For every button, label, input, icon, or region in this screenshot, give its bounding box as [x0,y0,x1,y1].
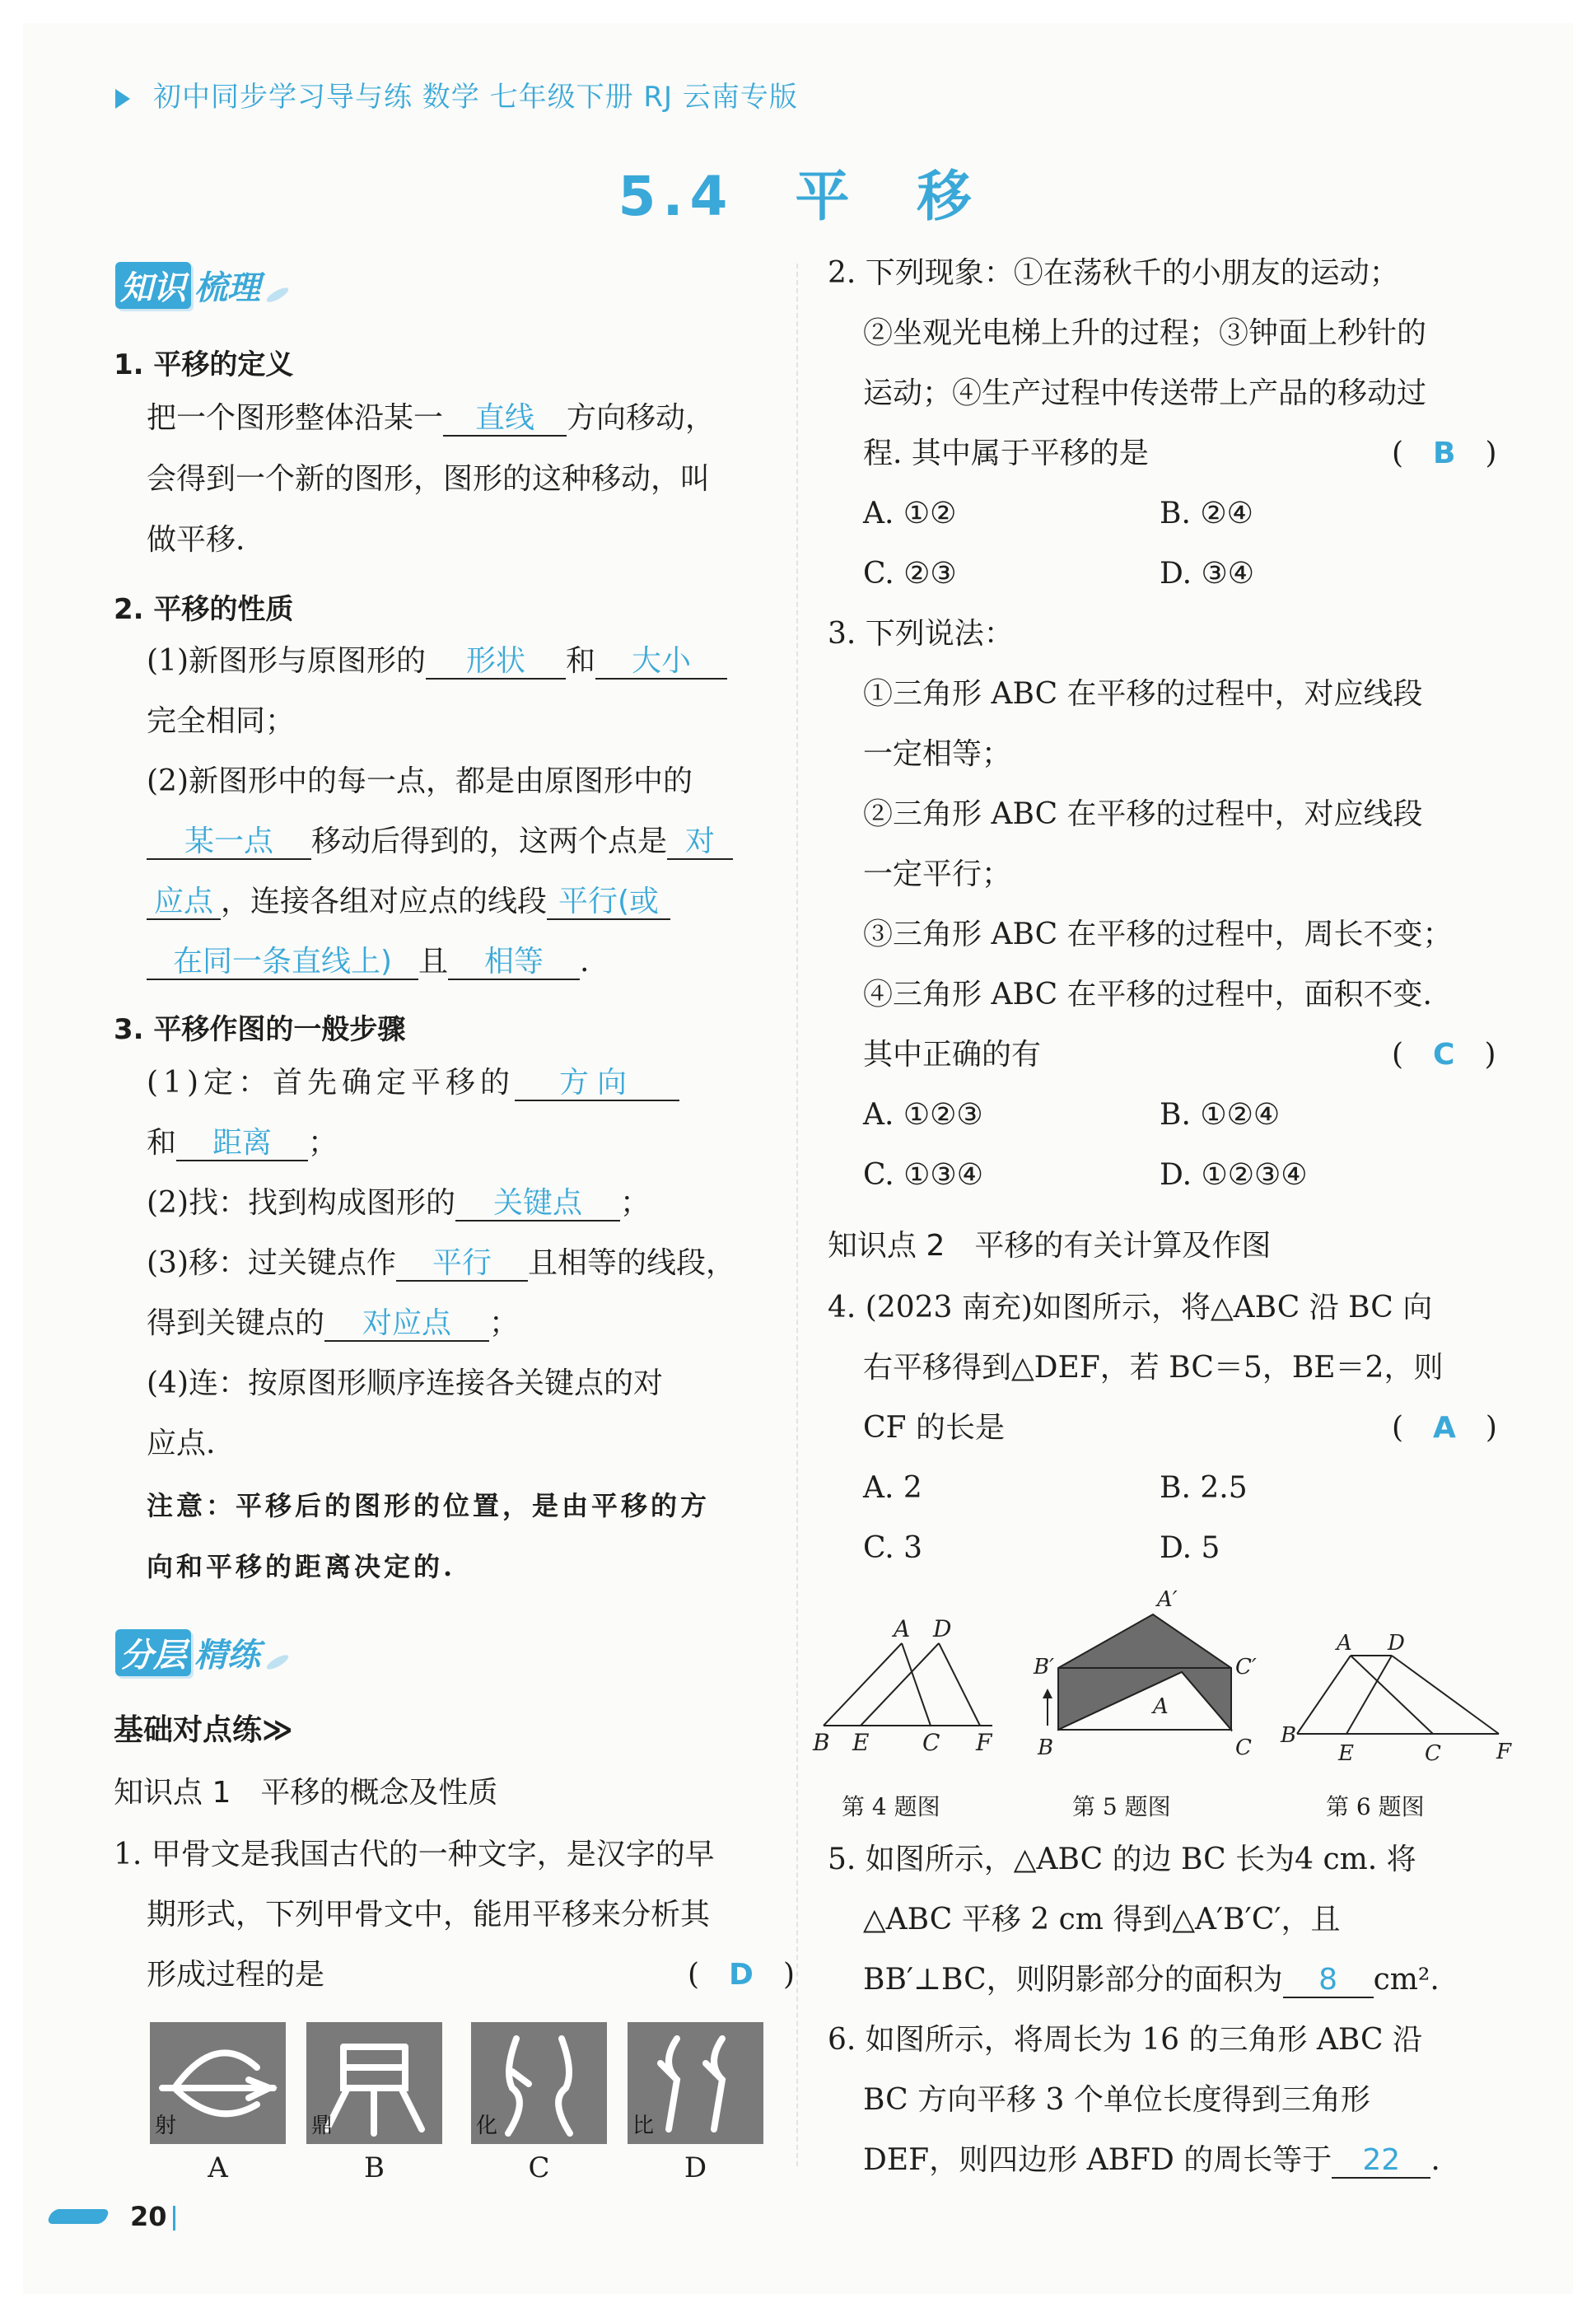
q3-answer: ( C ) [1392,1038,1496,1072]
column-divider [796,264,798,2166]
q4-line-3: CF 的长是 [863,1411,1005,1445]
svg-text:A: A [1153,1694,1169,1719]
svg-text:B: B [813,1729,830,1756]
def-line-3: 做平移. [147,523,245,557]
q5-line-1: 5. 如图所示，△ABC 的边 BC 长为4 cm. 将 [828,1843,1416,1876]
q4-option-a: A. 2 [863,1471,922,1505]
svg-text:C: C [1235,1735,1252,1760]
svg-text:A: A [894,1615,911,1642]
figure-4 [811,1594,1017,1775]
svg-text:A′: A′ [1157,1587,1178,1612]
prop-line-2: 完全相同； [147,704,296,738]
note-line-2: 向和平移的距离决定的. [147,1551,456,1582]
q3-line-4: ②三角形 ABC 在平移的过程中，对应线段 [863,797,1423,831]
q2-option-a: A. ①② [863,497,957,530]
section-title: 5.4 平 移 [618,165,978,228]
running-header: 初中同步学习导与练 数学 七年级下册 RJ 云南专版 [115,74,798,114]
q3-line-7: ④三角形 ABC 在平移的过程中，面积不变. [863,978,1432,1011]
q2-option-c: C. ②③ [863,557,957,591]
tag-practice: 分层 精练 [115,1629,290,1672]
prop-line-5: 应点 ，连接各组对应点的线段 平行(或 [147,885,670,920]
svg-text:C: C [922,1729,940,1756]
prop-line-1: (1)新图形与原图形的 形状 和 大小 [147,645,727,680]
svg-text:E: E [1338,1741,1354,1766]
svg-text:C: C [1425,1741,1441,1766]
svg-text:B: B [1281,1723,1297,1748]
practice-heading: 基础对点练≫ [114,1713,293,1747]
oracle-image-a: 射 [150,2022,286,2144]
svg-text:D: D [933,1615,952,1642]
step-line-5: 得到关键点的 对应点 ； [147,1306,520,1340]
answer-blank: 某一点 [147,825,311,860]
q1-answer: ( D ) [688,1958,795,1992]
leaf-icon [265,1652,291,1672]
q5-line-2: △ABC 平移 2 cm 得到△A′B′C′，且 [863,1903,1341,1936]
q3-option-d: D. ①②③④ [1160,1158,1308,1192]
step-line-4: (3)移：过关键点作 平行 且相等的线段， [147,1246,736,1280]
prop-line-6: 在同一条直线上) 且 相等 . [147,946,589,980]
def-line-2: 会得到一个新的图形，图形的这种移动，叫 [147,462,711,496]
def-line-1: 把一个图形整体沿某一 直线 方向移动， [147,401,716,435]
triangle-icon [115,89,130,109]
figure-5 [1029,1581,1257,1779]
q4-answer: ( A ) [1392,1411,1497,1445]
q2-line-1: 2. 下列现象：①在荡秋千的小朋友的运动； [828,256,1399,290]
q4-line-1: 4. (2023 南充)如图所示，将△ABC 沿 BC 向 [828,1291,1433,1324]
svg-text:F: F [1496,1740,1512,1764]
prop-line-3: (2)新图形中的每一点，都是由原图形中的 [147,764,693,798]
note-line-1: 注意：平移后的图形的位置，是由平移的方 [147,1490,711,1521]
heading-definition: 1. 平移的定义 [114,348,294,381]
leaf-icon [265,285,291,305]
oracle-image-b: 鼎 [306,2022,442,2144]
answer-blank: 形状 [426,645,566,680]
step-line-2: 和 距离 ； [147,1126,338,1160]
option-label-d: D [684,2151,707,2184]
heading-properties: 2. 平移的性质 [114,593,294,626]
q3-option-c: C. ①③④ [863,1158,983,1192]
oracle-image-c: 化 [471,2022,607,2144]
q3-line-8: 其中正确的有 [863,1038,1042,1072]
answer-blank: 在同一条直线上) [147,946,418,980]
q1-line-3: 形成过程的是 [147,1958,325,1992]
figure-6 [1281,1627,1512,1783]
q1-line-2: 期形式，下列甲骨文中，能用平移来分析其 [147,1898,711,1932]
q3-line-1: 3. 下列说法： [828,617,1014,651]
answer-blank: 距离 [176,1127,308,1161]
q4-option-c: C. 3 [863,1531,923,1565]
q2-option-d: D. ③④ [1160,557,1255,591]
option-label-a: A [208,2151,228,2184]
svg-text:D: D [1388,1631,1405,1656]
oracle-image-d: 比 [628,2022,763,2144]
prop-line-4: 某一点 移动后得到的，这两个点是 对 [147,825,733,860]
page-number: 20 [130,2201,167,2232]
page-number-bar [173,2206,175,2231]
figure-4-caption: 第 4 题图 [842,1793,940,1820]
q2-line-3: 运动；④生产过程中传送带上产品的移动过 [863,376,1427,410]
step-line-1: (1)定：首先确定平移的 方向 [147,1067,679,1101]
step-line-7: 应点. [147,1427,216,1460]
q4-option-d: D. 5 [1160,1531,1220,1565]
answer-blank: 22 [1332,2144,1430,2179]
q3-line-6: ③三角形 ABC 在平移的过程中，周长不变； [863,918,1453,951]
q3-option-a: A. ①②③ [863,1098,983,1132]
q6-line-2: BC 方向平移 3 个单位长度得到三角形 [863,2083,1370,2117]
knowledge-point-2: 知识点 2 平移的有关计算及作图 [828,1229,1272,1263]
q2-line-4: 程. 其中属于平移的是 [863,437,1149,470]
q6-line-1: 6. 如图所示，将周长为 16 的三角形 ABC 沿 [828,2023,1423,2057]
heading-steps: 3. 平移作图的一般步骤 [114,1013,406,1046]
q6-line-3: DEF，则四边形 ABFD 的周长等于 22 . [863,2143,1440,2177]
q2-option-b: B. ②④ [1160,497,1253,530]
answer-blank: 平行(或 [547,885,670,920]
answer-blank: 关键点 [455,1187,620,1222]
q3-line-3: 一定相等； [863,737,1012,771]
answer-blank: 应点 [147,885,221,920]
svg-text:E: E [852,1729,870,1756]
answer-blank: 平行 [396,1247,528,1282]
figure-5-caption: 第 5 题图 [1072,1793,1171,1820]
svg-text:F: F [976,1729,992,1756]
q5-line-3: BB′⊥BC，则阴影部分的面积为 8 cm². [863,1963,1440,1997]
answer-blank: 相等 [448,946,580,980]
answer-blank: 方向 [515,1067,679,1101]
svg-text:B′: B′ [1034,1655,1055,1679]
step-line-6: (4)连：按原图形顺序连接各关键点的对 [147,1366,663,1400]
answer-blank: 大小 [595,645,727,680]
q3-option-b: B. ①②④ [1160,1098,1281,1132]
step-line-3: (2)找：找到构成图形的 关键点 ； [147,1186,651,1220]
q4-option-b: B. 2.5 [1160,1471,1248,1505]
option-label-c: C [528,2151,550,2184]
svg-text:C′: C′ [1235,1655,1257,1679]
answer-blank: 对 [667,825,733,860]
answer-blank: 对应点 [324,1307,489,1342]
q2-line-2: ②坐观光电梯上升的过程；③钟面上秒针的 [863,316,1427,350]
q2-answer: ( B ) [1392,437,1497,470]
tag-knowledge: 知识 梳理 [115,262,290,305]
q4-line-2: 右平移得到△DEF，若 BC＝5，BE＝2，则 [863,1351,1444,1385]
knowledge-point-1: 知识点 1 平移的概念及性质 [114,1776,498,1810]
svg-text:B: B [1038,1735,1054,1760]
answer-blank: 8 [1283,1964,1374,1998]
q1-line-1: 1. 甲骨文是我国古代的一种文字，是汉字的早 [114,1838,715,1871]
page-marker-icon [46,2209,110,2224]
q3-line-5: 一定平行； [863,857,1012,891]
q3-line-2: ①三角形 ABC 在平移的过程中，对应线段 [863,677,1423,711]
figure-6-caption: 第 6 题图 [1326,1793,1425,1820]
answer-blank: 直线 [443,402,567,437]
option-label-b: B [364,2151,385,2184]
svg-text:A: A [1337,1631,1352,1656]
